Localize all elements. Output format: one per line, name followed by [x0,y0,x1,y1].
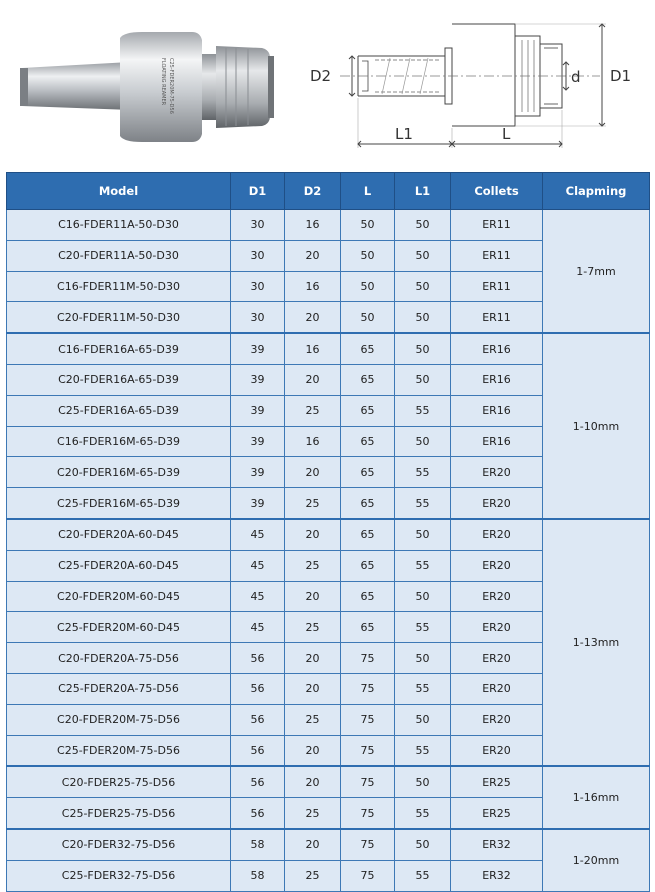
table-cell: C25-FDER20A-60-D45 [7,550,231,581]
table-cell: 56 [231,643,285,674]
table-cell: C25-FDER16A-65-D39 [7,395,231,426]
clamping-range-cell: 1-10mm [543,333,650,519]
table-cell: 50 [395,829,451,860]
product-figure [0,0,655,170]
table-cell: C25-FDER16M-65-D39 [7,488,231,519]
table-cell: 30 [231,240,285,271]
label-l: L [502,125,511,143]
table-cell: 30 [231,302,285,333]
table-cell: C20-FDER11A-50-D30 [7,240,231,271]
table-cell: 20 [285,457,341,488]
table-cell: C20-FDER32-75-D56 [7,829,231,860]
table-cell: ER20 [451,673,543,704]
table-row [7,210,650,241]
table-cell: 50 [395,364,451,395]
column-header: L [341,173,395,210]
table-cell: 25 [285,860,341,891]
table-cell: 20 [285,240,341,271]
column-header: D2 [285,173,341,210]
table-cell: 65 [341,581,395,612]
table-cell: 20 [285,364,341,395]
clamping-range-cell: 1-20mm [543,829,650,891]
table-cell: 75 [341,829,395,860]
table-cell: 25 [285,798,341,829]
table-cell: 75 [341,766,395,797]
table-cell: ER20 [451,735,543,766]
table-cell: 65 [341,550,395,581]
table-cell: C16-FDER11M-50-D30 [7,271,231,302]
table-cell: 20 [285,829,341,860]
table-row [7,519,650,550]
table-cell: C25-FDER20A-75-D56 [7,673,231,704]
table-cell: 58 [231,829,285,860]
table-cell: 45 [231,519,285,550]
column-header: Collets [451,173,543,210]
table-cell: 50 [395,643,451,674]
table-cell: 50 [341,240,395,271]
table-cell: 25 [285,488,341,519]
table-cell: 50 [395,302,451,333]
table-cell: ER32 [451,860,543,891]
table-cell: 39 [231,426,285,457]
table-cell: ER20 [451,488,543,519]
table-cell: ER20 [451,612,543,643]
table-cell: 55 [395,488,451,519]
table-cell: 65 [341,457,395,488]
table-cell: ER20 [451,519,543,550]
table-cell: 50 [395,240,451,271]
table-cell: C20-FDER20M-75-D56 [7,704,231,735]
table-cell: 30 [231,210,285,241]
table-cell: C16-FDER16A-65-D39 [7,333,231,364]
table-cell: 39 [231,364,285,395]
table-cell: 50 [395,426,451,457]
table-cell: C20-FDER11M-50-D30 [7,302,231,333]
table-row [7,766,650,797]
table-cell: 55 [395,860,451,891]
table-cell: C16-FDER16M-65-D39 [7,426,231,457]
table-cell: ER20 [451,704,543,735]
table-cell: ER20 [451,581,543,612]
label-d2: D2 [310,67,332,85]
product-photo [12,18,292,148]
table-cell: 20 [285,643,341,674]
table-cell: 39 [231,457,285,488]
table-cell: 75 [341,860,395,891]
specification-table [6,172,650,892]
table-cell: ER11 [451,271,543,302]
table-cell: 45 [231,581,285,612]
table-cell: 55 [395,735,451,766]
table-cell: 55 [395,798,451,829]
table-cell: 55 [395,550,451,581]
table-cell: C25-FDER32-75-D56 [7,860,231,891]
table-cell: 16 [285,333,341,364]
table-cell: 39 [231,333,285,364]
table-cell: 25 [285,395,341,426]
table-cell: 65 [341,612,395,643]
table-cell: 20 [285,766,341,797]
table-cell: C20-FDER16A-65-D39 [7,364,231,395]
table-cell: 25 [285,550,341,581]
table-cell: C20-FDER20A-75-D56 [7,643,231,674]
label-l1: L1 [395,125,413,143]
table-cell: 65 [341,426,395,457]
table-cell: 58 [231,860,285,891]
table-cell: 56 [231,704,285,735]
table-cell: 50 [395,333,451,364]
table-header-row [7,173,650,210]
table-cell: ER11 [451,210,543,241]
table-cell: ER32 [451,829,543,860]
table-cell: 50 [395,581,451,612]
table-cell: C20-FDER25-75-D56 [7,766,231,797]
table-cell: ER25 [451,766,543,797]
column-header: L1 [395,173,451,210]
table-cell: 75 [341,798,395,829]
table-cell: 16 [285,426,341,457]
table-cell: ER11 [451,302,543,333]
table-cell: 55 [395,673,451,704]
table-cell: ER11 [451,240,543,271]
table-cell: 65 [341,395,395,426]
table-cell: ER25 [451,798,543,829]
table-cell: 55 [395,612,451,643]
clamping-range-cell: 1-13mm [543,519,650,766]
table-cell: 16 [285,271,341,302]
table-cell: ER16 [451,364,543,395]
table-cell: 16 [285,210,341,241]
table-cell: 50 [395,519,451,550]
table-cell: 50 [395,704,451,735]
table-cell: ER16 [451,426,543,457]
table-cell: 25 [285,612,341,643]
svg-text:C25-FDER20M-75-D56: C25-FDER20M-75-D56 [168,58,174,114]
table-cell: 39 [231,488,285,519]
table-cell: 56 [231,673,285,704]
table-cell: 65 [341,333,395,364]
table-cell: ER20 [451,550,543,581]
table-cell: 50 [395,766,451,797]
table-cell: 55 [395,457,451,488]
table-cell: 20 [285,673,341,704]
table-cell: 55 [395,395,451,426]
table-cell: 50 [395,210,451,241]
column-header: Model [7,173,231,210]
column-header: D1 [231,173,285,210]
table-cell: ER16 [451,395,543,426]
table-row [7,829,650,860]
table-cell: 75 [341,643,395,674]
table-cell: C20-FDER20A-60-D45 [7,519,231,550]
table-cell: 30 [231,271,285,302]
label-d: d [571,68,581,86]
clamping-range-cell: 1-16mm [543,766,650,829]
table-cell: 56 [231,766,285,797]
table-cell: 50 [341,271,395,302]
clamping-range-cell: 1-7mm [543,210,650,334]
table-cell: 56 [231,798,285,829]
table-cell: 45 [231,612,285,643]
svg-text:FLOATING REAMER: FLOATING REAMER [160,58,166,106]
table-cell: C20-FDER20M-60-D45 [7,581,231,612]
table-cell: 39 [231,395,285,426]
table-cell: 45 [231,550,285,581]
table-cell: 20 [285,519,341,550]
table-cell: C25-FDER25-75-D56 [7,798,231,829]
table-cell: C25-FDER20M-75-D56 [7,735,231,766]
table-cell: 50 [341,210,395,241]
column-header: Clapming [543,173,650,210]
table-cell: 50 [395,271,451,302]
table-cell: C20-FDER16M-65-D39 [7,457,231,488]
table-cell: 65 [341,488,395,519]
table-cell: 56 [231,735,285,766]
table-cell: 50 [341,302,395,333]
table-cell: C25-FDER20M-60-D45 [7,612,231,643]
table-cell: 75 [341,704,395,735]
table-cell: 75 [341,673,395,704]
table-cell: 20 [285,735,341,766]
table-cell: 20 [285,581,341,612]
dimension-diagram [300,18,650,158]
table-cell: 65 [341,519,395,550]
table-cell: ER20 [451,457,543,488]
table-cell: 20 [285,302,341,333]
table-cell: 65 [341,364,395,395]
label-d1: D1 [610,67,632,85]
table-cell: 75 [341,735,395,766]
table-cell: C16-FDER11A-50-D30 [7,210,231,241]
table-row [7,333,650,364]
table-cell: ER16 [451,333,543,364]
table-cell: ER20 [451,643,543,674]
table-cell: 25 [285,704,341,735]
